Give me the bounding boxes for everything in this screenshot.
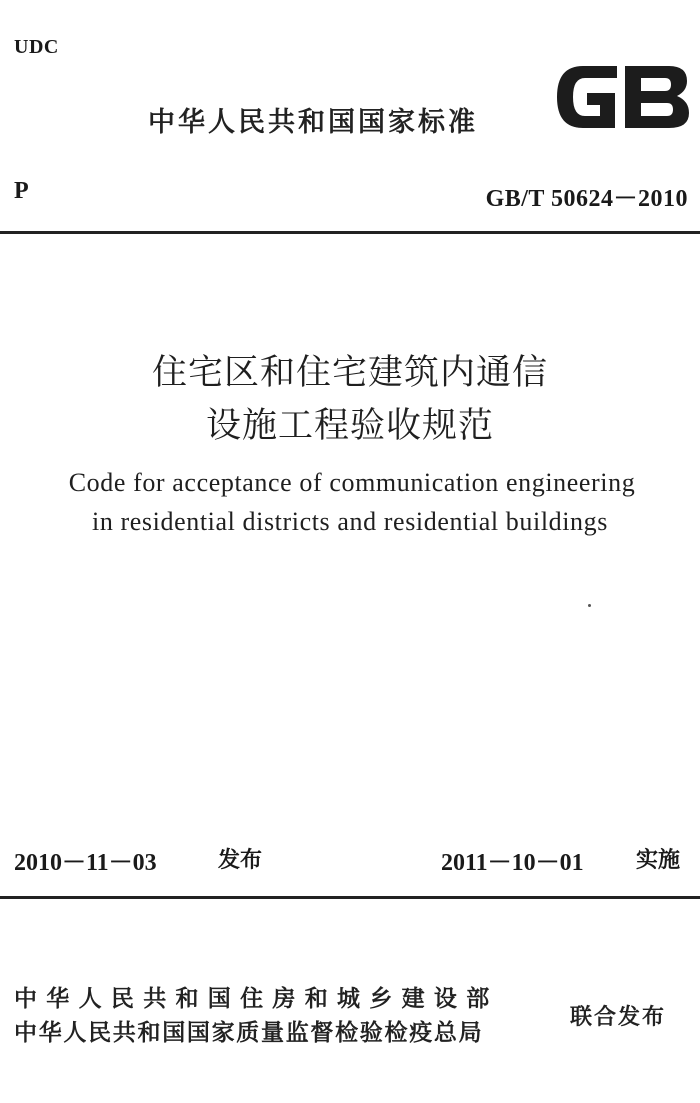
- effective-label: 实施: [636, 848, 681, 873]
- title-chinese-line-2: 设施工程验收规范: [205, 406, 494, 446]
- title-chinese-line-1: 住宅区和住宅建筑内通信: [151, 353, 548, 393]
- issue-date: 2010－11－03: [14, 850, 157, 876]
- issue-label: 发布: [218, 848, 263, 873]
- udc-label: UDC: [14, 36, 59, 58]
- print-speck: [588, 604, 591, 607]
- title-english-line-2: in residential districts and residential buildings: [92, 507, 608, 536]
- standard-organization: 中华人民共和国国家标准: [148, 107, 478, 138]
- issuer-ministry: 中华人民共和国住房和城乡建设部: [14, 986, 499, 1012]
- classification-code: P: [14, 178, 29, 204]
- top-divider: [0, 231, 700, 234]
- effective-date: 2011－10－01: [441, 850, 584, 876]
- standard-number: GB/T 50624－2010: [485, 186, 688, 212]
- issuer-aqsiq: 中华人民共和国国家质量监督检验检疫总局: [14, 1020, 484, 1046]
- bottom-divider: [0, 896, 700, 899]
- joint-issue-label: 联合发布: [570, 1005, 667, 1030]
- title-english-line-1: Code for acceptance of communication engineering: [68, 468, 636, 497]
- gb-logo-icon: [553, 60, 693, 134]
